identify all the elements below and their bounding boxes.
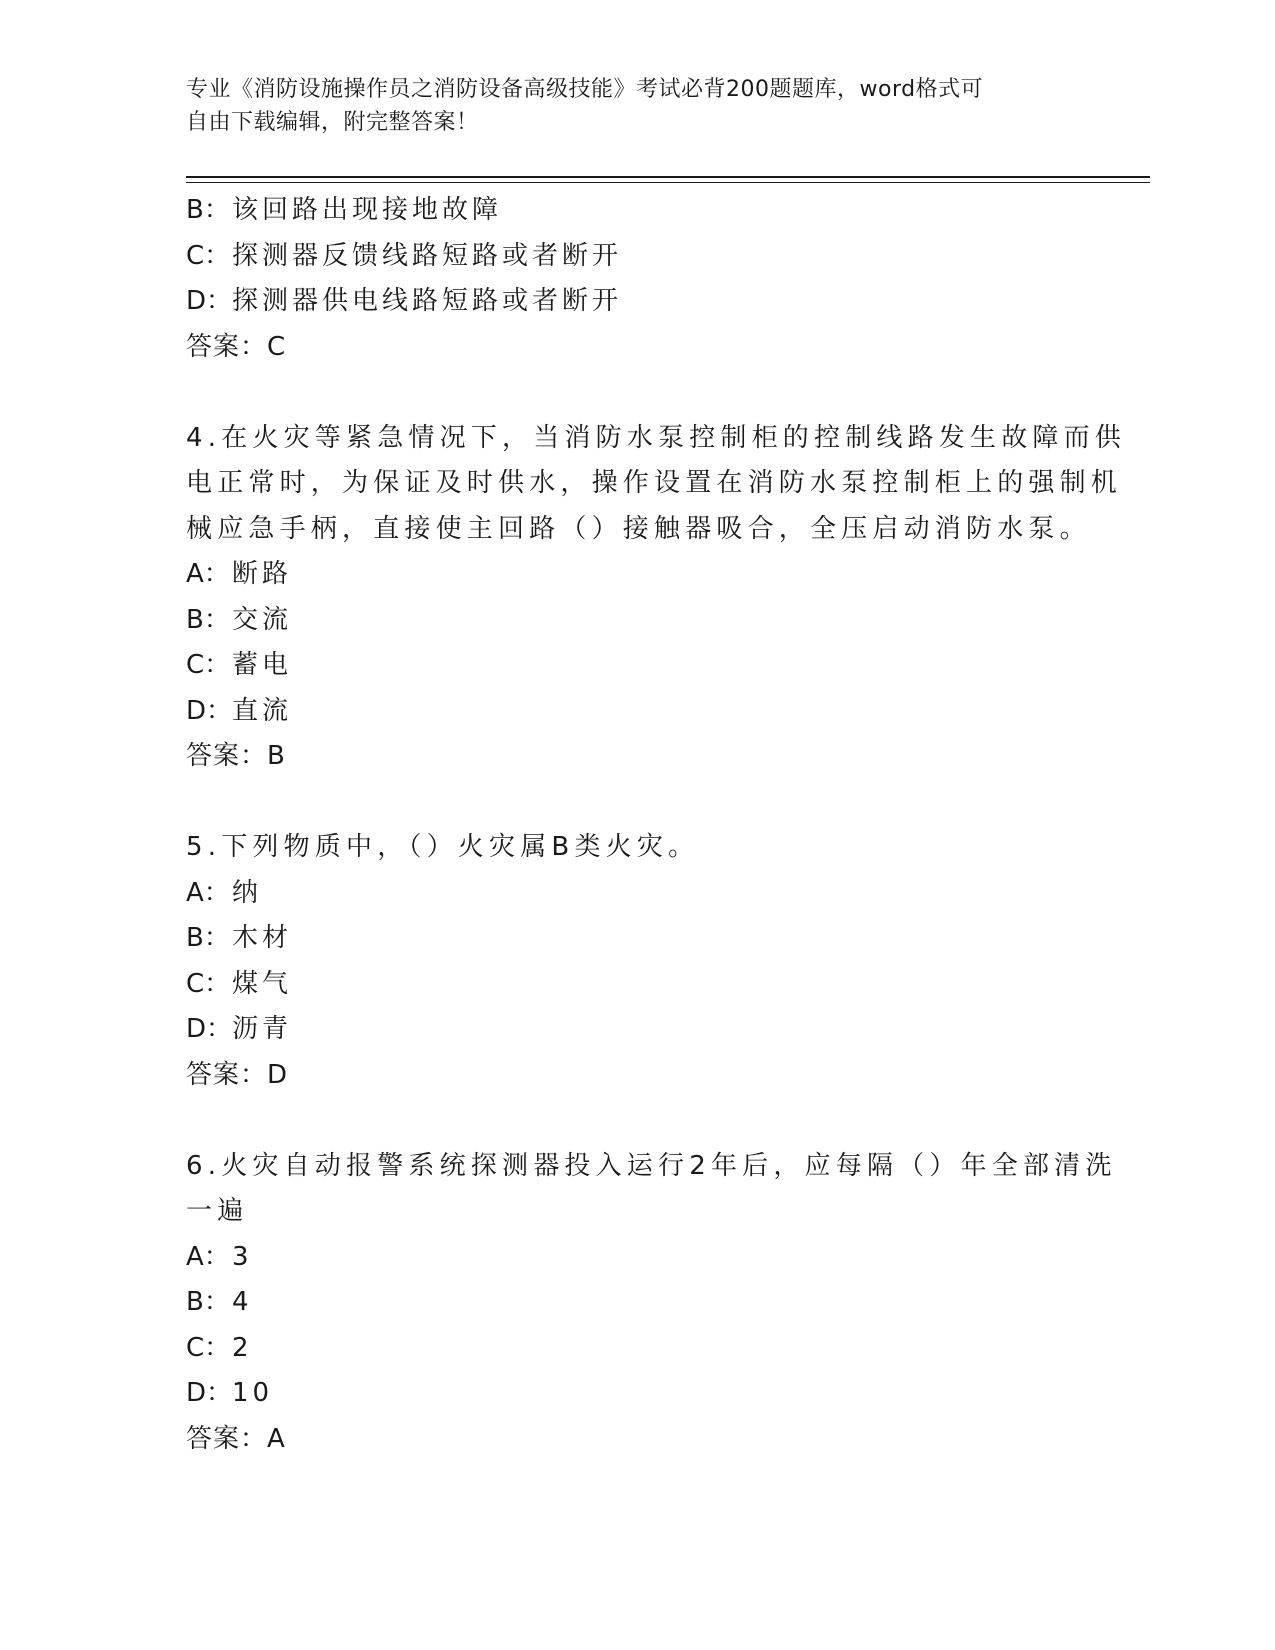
option-text: 交流 — [232, 604, 293, 635]
question-block-6 — [186, 1144, 1117, 1463]
question-stem-line: 一遍 — [186, 1196, 249, 1226]
option-b — [186, 1280, 1066, 1326]
answer-line: 答案：C — [186, 331, 287, 362]
option-a — [186, 871, 1066, 917]
option-b — [186, 188, 1066, 234]
option-d — [186, 279, 1066, 325]
option-key: C： — [186, 240, 231, 271]
option-key: D： — [186, 695, 233, 726]
question-stem-line: 5.下列物质中，（）火灾属B类火灾。 — [186, 832, 700, 862]
header-divider-thin — [186, 182, 1150, 183]
question-stem-line: 械应急手柄，直接使主回路（）接触器吸合，全压启动消防水泵。 — [186, 513, 1091, 544]
option-c — [186, 643, 1066, 689]
option-text: 沥青 — [232, 1014, 293, 1044]
question-stem-line: 电正常时，为保证及时供水，操作设置在消防水泵控制柜上的强制机 — [186, 468, 1123, 498]
option-key: C： — [186, 650, 231, 680]
option-key: D： — [186, 286, 233, 316]
question-stem-line: 4.在火灾等紧急情况下，当消防水泵控制柜的控制线路发生故障而供 — [186, 422, 1127, 453]
question-block-3 — [186, 188, 1066, 370]
question-block-4 — [186, 416, 1127, 780]
option-text: 探测器反馈线路短路或者断开 — [232, 240, 623, 271]
answer-line: 答案：B — [186, 741, 286, 771]
option-text: 该回路出现接地故障 — [232, 195, 503, 225]
option-key: A： — [186, 1241, 230, 1272]
option-text: 10 — [232, 1378, 274, 1408]
question-block-5 — [186, 825, 1066, 1098]
header-divider-thick — [186, 176, 1150, 178]
option-text: 3 — [232, 1241, 253, 1272]
option-key: D： — [186, 1014, 233, 1044]
option-c — [186, 962, 1066, 1008]
question-stem-line: 6.火灾自动报警系统探测器投入运行2年后，应每隔（）年全部清洗 — [186, 1150, 1117, 1181]
option-text: 直流 — [232, 695, 293, 726]
spacer — [186, 1098, 1066, 1144]
option-text: 煤气 — [232, 968, 293, 999]
option-text: 纳 — [232, 877, 263, 908]
spacer — [186, 370, 1066, 416]
option-a — [186, 552, 1066, 598]
header-line-2: 自由下载编辑，附完整答案！ — [186, 110, 479, 135]
option-c — [186, 234, 1066, 280]
option-text: 2 — [232, 1332, 253, 1363]
option-text: 4 — [232, 1287, 253, 1317]
option-key: B： — [186, 923, 230, 953]
option-key: B： — [186, 195, 230, 225]
option-d — [186, 689, 1066, 735]
option-key: C： — [186, 1332, 231, 1363]
option-b — [186, 916, 1066, 962]
answer-line: 答案：D — [186, 1059, 289, 1090]
option-a — [186, 1235, 1066, 1281]
spacer — [186, 780, 1066, 826]
option-key: D： — [186, 1378, 233, 1408]
answer-line: 答案：A — [186, 1423, 286, 1454]
option-key: B： — [186, 1287, 230, 1317]
header-line-1: 专业《消防设施操作员之消防设备高级技能》考试必背200题题库，word格式可 — [186, 77, 984, 102]
option-b — [186, 598, 1066, 644]
option-d — [186, 1371, 1066, 1417]
option-key: B： — [186, 604, 230, 635]
option-d — [186, 1007, 1066, 1053]
option-key: A： — [186, 877, 230, 908]
document-header — [186, 73, 1066, 139]
option-text: 探测器供电线路短路或者断开 — [232, 286, 623, 316]
option-key: A： — [186, 559, 230, 589]
option-c — [186, 1326, 1066, 1372]
option-text: 木材 — [232, 923, 293, 953]
option-text: 蓄电 — [232, 650, 293, 680]
option-text: 断路 — [232, 559, 293, 589]
question-list — [186, 188, 1127, 1462]
option-key: C： — [186, 968, 231, 999]
